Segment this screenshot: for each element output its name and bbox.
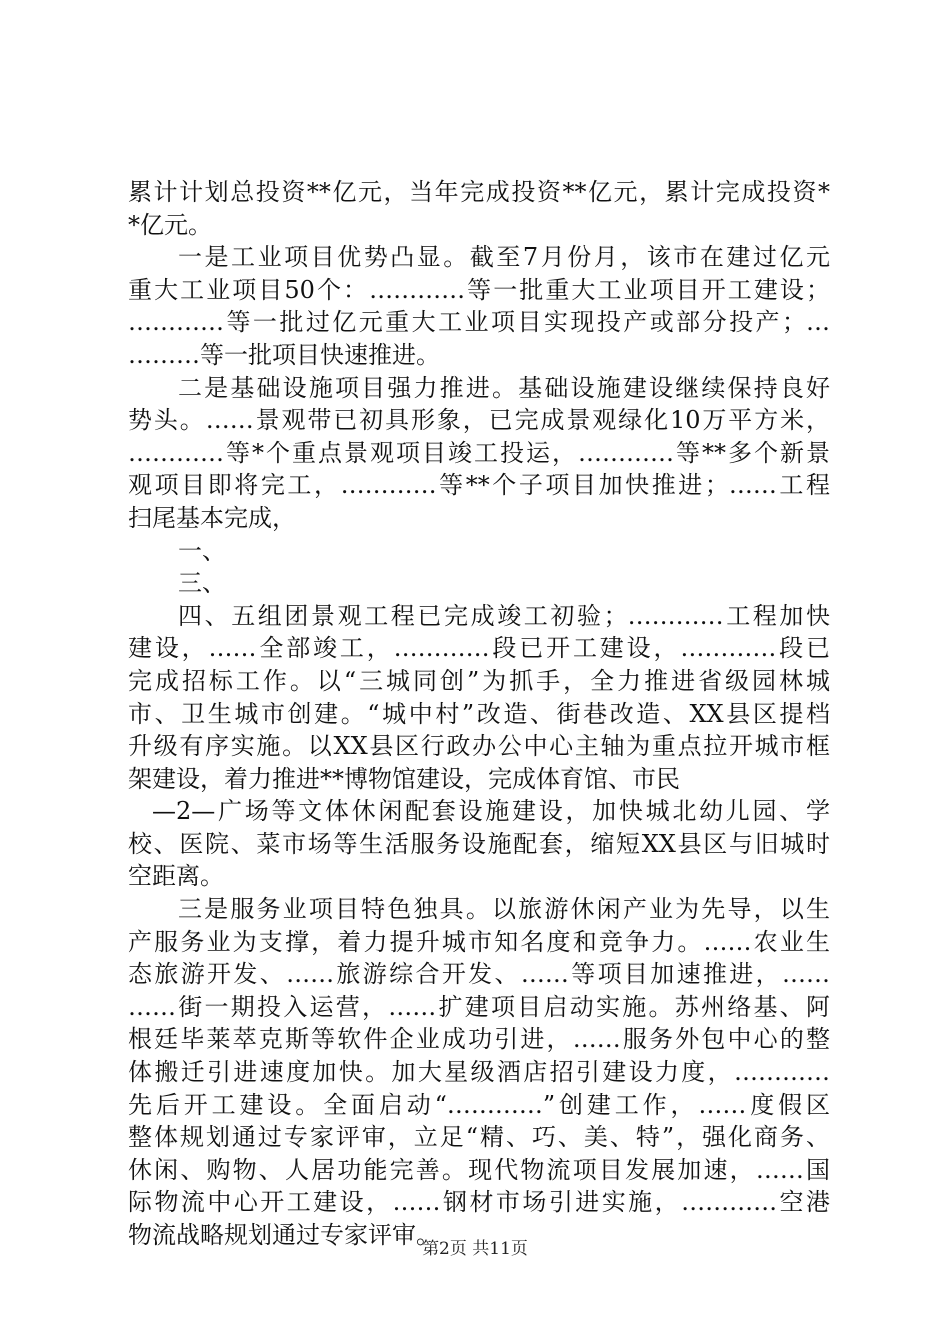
page-footer: 第2页 共11页 bbox=[422, 1239, 528, 1259]
text-line: —2—广场等文体休闲配套设施建设，加快城北幼儿园、学 bbox=[152, 797, 830, 826]
text-line: 二是基础设施项目强力推进。基础设施建设继续保持良好 bbox=[178, 373, 830, 402]
text-line: 物流战略规划通过专家评审。 bbox=[128, 1221, 440, 1249]
text-line: 根廷毕莱萃克斯等软件企业成功引进，……服务外包中心的整 bbox=[128, 1025, 830, 1054]
text-line: 一、 bbox=[178, 536, 226, 565]
text-line: 建设，……全部竣工，…………段已开工建设，…………段已 bbox=[128, 634, 830, 663]
text-line: ………等一批项目快速推进。 bbox=[128, 340, 440, 369]
text-line: …………等一批过亿元重大工业项目实现投产或部分投产；… bbox=[128, 308, 830, 337]
text-line: 体搬迁引进速度加快。加大星级酒店招引建设力度，………… bbox=[128, 1058, 830, 1087]
text-line: …………等*个重点景观项目竣工投运，…………等**多个新景 bbox=[128, 438, 830, 467]
text-line: *亿元。 bbox=[128, 210, 212, 239]
text-line: 扫尾基本完成， bbox=[128, 503, 296, 532]
text-line: 态旅游开发、……旅游综合开发、……等项目加速推进，…… bbox=[128, 960, 830, 989]
text-line: 重大工业项目50个：…………等一批重大工业项目开工建设； bbox=[128, 275, 830, 304]
text-line: 三是服务业项目特色独具。以旅游休闲产业为先导，以生 bbox=[178, 895, 830, 924]
text-line: 累计计划总投资**亿元，当年完成投资**亿元，累计完成投资* bbox=[128, 178, 830, 206]
text-line: 校、医院、菜市场等生活服务设施配套，缩短XX县区与旧城时 bbox=[128, 829, 830, 858]
text-line: 先后开工建设。全面启动“…………”创建工作，……度假区 bbox=[128, 1090, 830, 1119]
text-line: 产服务业为支撑，着力提升城市知名度和竞争力。……农业生 bbox=[128, 927, 830, 956]
text-line: 休闲、购物、人居功能完善。现代物流项目发展加速，……国 bbox=[128, 1155, 830, 1184]
document-body bbox=[128, 176, 830, 1252]
text-line: 升级有序实施。以XX县区行政办公中心主轴为重点拉开城市框 bbox=[128, 732, 830, 761]
text-line: 完成招标工作。以“三城同创”为抓手，全力推进省级园林城 bbox=[128, 666, 830, 695]
text-line: ……街一期投入运营，……扩建项目启动实施。苏州络基、阿 bbox=[128, 992, 830, 1021]
text-line: 整体规划通过专家评审，立足“精、巧、美、特”，强化商务、 bbox=[128, 1123, 830, 1152]
text-line: 一是工业项目优势凸显。截至7月份月，该市在建过亿元 bbox=[178, 243, 830, 272]
text-line: 际物流中心开工建设，……钢材市场引进实施，…………空港 bbox=[128, 1188, 830, 1217]
text-line: 观项目即将完工，…………等**个子项目加快推进；……工程 bbox=[128, 471, 830, 500]
text-line: 势头。……景观带已初具形象，已完成景观绿化10万平方米， bbox=[128, 406, 830, 435]
text-line: 三、 bbox=[178, 569, 226, 598]
text-line: 空距离。 bbox=[128, 862, 224, 891]
text-line: 四、五组团景观工程已完成竣工初验；…………工程加快 bbox=[178, 601, 830, 630]
text-line: 架建设，着力推进**博物馆建设，完成体育馆、市民 bbox=[128, 764, 680, 793]
text-line: 市、卫生城市创建。“城中村”改造、街巷改造、XX县区提档 bbox=[128, 699, 830, 728]
